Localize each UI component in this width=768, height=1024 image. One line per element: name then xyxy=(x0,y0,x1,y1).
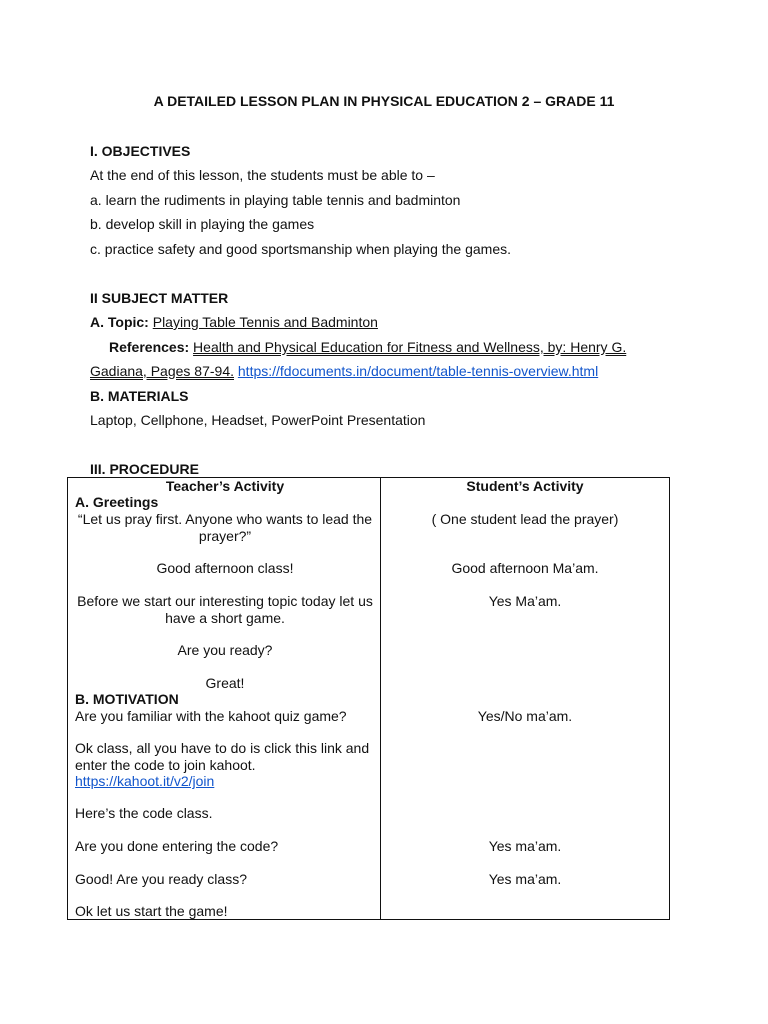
student-short-game: Yes Ma’am. xyxy=(488,593,562,609)
kahoot-link[interactable]: https://kahoot.it/v2/join xyxy=(75,773,215,789)
materials-value: Laptop, Cellphone, Headset, PowerPoint Presentation xyxy=(90,412,426,428)
objectives-intro: At the end of this lesson, the students must be able to – xyxy=(90,167,435,183)
column-divider xyxy=(380,478,381,919)
teacher-afternoon: Good afternoon class! xyxy=(156,560,294,576)
student-done-entering: Yes ma’am. xyxy=(488,838,562,854)
teacher-are-you-ready: Are you ready? xyxy=(177,642,273,658)
student-afternoon: Good afternoon Ma’am. xyxy=(451,560,599,576)
student-ready-class: Yes ma’am. xyxy=(488,871,562,887)
teacher-done-entering: Are you done entering the code? xyxy=(75,838,279,854)
objective-item: b. develop skill in playing the games xyxy=(90,216,315,232)
topic-label: A. Topic: xyxy=(90,314,149,330)
references-value: Health and Physical Education for Fitness and Wellness, by: Henry G. xyxy=(193,339,627,355)
subject-matter-heading: II SUBJECT MATTER xyxy=(90,290,229,306)
teacher-pray: “Let us pray first. Anyone who wants to lead the prayer?” xyxy=(77,511,373,544)
teacher-join-instructions: Ok class, all you have to do is click this link and enter the code to join kahoot. xyxy=(75,740,370,773)
motivation-label: B. MOTIVATION xyxy=(75,691,179,707)
greetings-label: A. Greetings xyxy=(75,494,159,510)
teacher-great: Great! xyxy=(205,675,245,691)
topic-value: Playing Table Tennis and Badminton xyxy=(152,314,378,330)
procedure-table xyxy=(67,477,670,920)
references-link[interactable]: https://fdocuments.in/document/table-tennis-overview.html xyxy=(237,363,599,379)
objective-item: a. learn the rudiments in playing table tennis and badminton xyxy=(90,192,461,208)
kahoot-link-cell xyxy=(75,773,375,790)
document-title: A DETAILED LESSON PLAN IN PHYSICAL EDUCATION 2 – GRADE 11 xyxy=(153,93,615,109)
references-row xyxy=(109,338,626,356)
procedure-heading: III. PROCEDURE xyxy=(90,461,199,477)
student-activity-header: Student’s Activity xyxy=(466,478,584,494)
materials-heading: B. MATERIALS xyxy=(90,388,189,404)
teacher-short-game: Before we start our interesting topic today let us have a short game. xyxy=(77,593,373,626)
teacher-code: Here’s the code class. xyxy=(75,805,213,821)
objectives-heading: I. OBJECTIVES xyxy=(90,143,191,159)
student-kahoot: Yes/No ma’am. xyxy=(477,708,573,724)
teacher-start-game: Ok let us start the game! xyxy=(75,903,228,919)
references-label: References: xyxy=(109,339,190,355)
references-row-continued xyxy=(90,362,598,380)
student-pray: ( One student lead the prayer) xyxy=(431,511,619,527)
references-value-continued: Gadiana, Pages 87-94. xyxy=(90,363,234,379)
teacher-ready-class: Good! Are you ready class? xyxy=(75,871,247,887)
teacher-kahoot: Are you familiar with the kahoot quiz game? xyxy=(75,708,347,724)
objective-item: c. practice safety and good sportsmanship when playing the games. xyxy=(90,241,512,257)
topic-row xyxy=(90,313,378,331)
teacher-activity-header: Teacher’s Activity xyxy=(165,478,285,494)
